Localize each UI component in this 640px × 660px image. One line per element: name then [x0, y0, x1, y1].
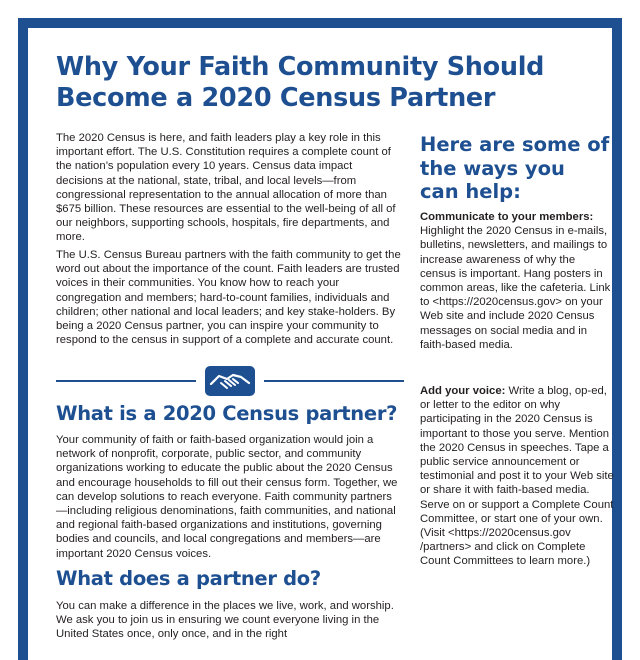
page-title: Why Your Faith Community Should Become a 2020 Census Partner — [56, 52, 545, 113]
section-body-partner: Your community of faith or faith-based organization would join a network of nonprofit, corporate, public sector, and community organizations working to educate the public about the 2020 Census and encourage households to fill out their census form. Together, we can develop solutions to reach everyone. Faith community partners—including religious denominations, faith communities, and national and regional faith-based organizations and institutions, governing bodies and councils, and local congregations and members—are important 2020 Census voices. — [56, 434, 398, 560]
sidebar-title: Here are some of the ways you can help: — [420, 133, 610, 203]
section-body-partner-do: You can make a difference in the places we live, work, and worship. We ask you to join us in ensuring we count everyone living in the United States once, only once, and in the right — [56, 600, 394, 641]
sidebar-item-communicate — [420, 210, 614, 352]
sidebar-item-voice-text: Write a blog, op-ed, or letter to the editor on why participating in the 2020 Census is important to those you serve. Mention the 2020 Census in speeches. Tape a public service announcement or testimonial and post it to your Web site or share it with faith-based media. Serve on or support a Complete Count Committee, or start one of your own. (Visit <https://2020census.gov /partners> and click on Complete Count Committees to learn more.) — [420, 385, 614, 568]
handshake-icon — [205, 366, 255, 396]
sidebar-item-communicate-label: Communicate to your members: — [420, 211, 594, 223]
sidebar-item-voice — [420, 384, 614, 569]
intro-paragraph-1: The 2020 Census is here, and faith leaders play a key role in this important effort. The U.S. Constitution requires a complete count of the nation’s population every 10 years. Census data impact decisions at the national, state, tribal, and local levels—from congressional representation to the annual allocation of more than $675 billion. These resources are essential to the well-being of all of our neighbors, supporting schools, hospitals, fire departments, and more. — [56, 132, 396, 244]
intro-paragraph-2: The U.S. Census Bureau partners with the faith community to get the word out about the importance of the count. Faith leaders are trusted voices in their communities. You know how to reach your congregation and members; hard-to-count families, individuals and children; other national and local leaders; and key stake-holders. By being a 2020 Census partner, you can inspire your community to respond to the census in support of a complete and accurate count. — [56, 249, 401, 347]
sidebar-item-communicate-text: Highlight the 2020 Census in e-mails, bulletins, newsletters, and mailings to increase awareness of why the census is important. Hang posters in common areas, like the cafeteria. Link to <https://2020census.gov> on your Web site and include 2020 Census messages on social media and in faith-based media. — [420, 225, 611, 351]
section-heading-partner: What is a 2020 Census partner? — [56, 402, 398, 425]
sidebar-item-voice-label: Add your voice: — [420, 385, 506, 397]
section-heading-partner-do: What does a partner do? — [56, 567, 321, 590]
divider-line-left — [56, 380, 196, 382]
divider-line-right — [264, 380, 404, 382]
